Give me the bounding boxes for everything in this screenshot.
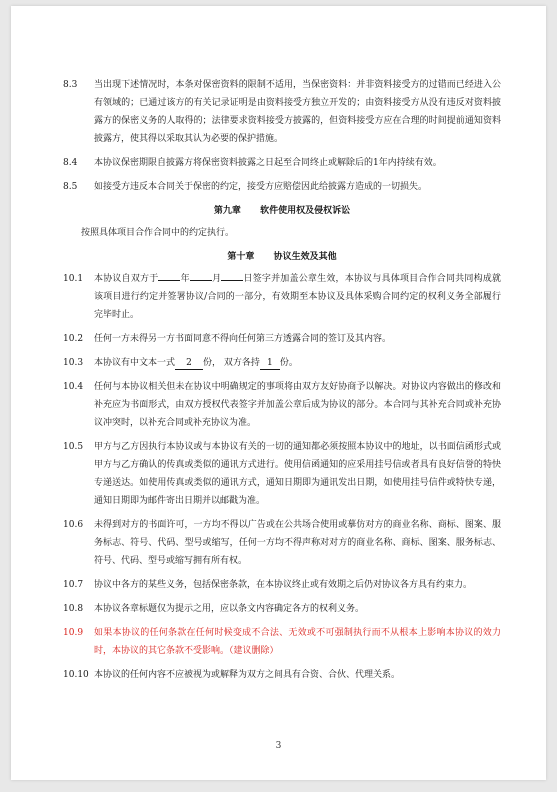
clause-number: 10.8 <box>63 604 84 614</box>
clause-10-2 <box>63 330 501 348</box>
blank-year <box>158 280 180 281</box>
clause-number: 8.5 <box>63 182 78 192</box>
clause-number: 10.6 <box>63 520 84 530</box>
clause-text <box>94 354 501 372</box>
clause-number: 10.3 <box>63 358 84 368</box>
clause-10-8 <box>63 600 501 618</box>
clause-10-3 <box>63 354 501 372</box>
text-segment: 本协议自双方于 <box>94 274 159 284</box>
clause-text <box>94 270 501 324</box>
clause-text: 如接受方违反本合同关于保密的约定，接受方应赔偿因此给披露方造成的一切损失。 <box>94 182 428 192</box>
clause-text: 本协议的任何内容不应被视为或解释为双方之间具有合资、合伙、代理关系。 <box>94 670 401 680</box>
clause-10-4 <box>63 378 501 432</box>
text-segment: 份， 双方各持 <box>203 358 260 368</box>
clause-text: 本协议各章标题仅为提示之用，应以条文内容确定各方的权利义务。 <box>94 604 365 614</box>
clause-text-highlighted: 如果本协议的任何条款在任何时候变成不合法、无效或不可强制执行而不从根本上影响本协议的效力时，本协议的其它条款不受影响。（建议删除） <box>94 628 501 656</box>
page-number: 3 <box>275 741 282 751</box>
clause-number: 10.5 <box>63 442 84 452</box>
chapter-title: 协议生效及其他 <box>273 252 337 262</box>
clause-8-3 <box>63 76 501 148</box>
clause-10-1 <box>63 270 501 324</box>
clause-number: 10.2 <box>63 334 84 344</box>
clause-10-9 <box>63 624 501 660</box>
clause-text: 当出现下述情况时，本条对保密资料的限制不适用，当保密资料：并非资料接受方的过错而已经进入公有领域的；已通过该方的有关记录证明是由资料接受方独立开发的；由资料接受方从没有违反对资料披露方的保密义务的人取得的；法律要求资料接受方披露的，但资料接受方应在合理的时间提前通知资料披露方，使其得以采取其认为必要的保护措施。 <box>94 80 501 144</box>
clause-8-5 <box>63 178 501 196</box>
clause-8-4 <box>63 154 501 172</box>
clause-number: 10.7 <box>63 580 84 590</box>
chapter-title: 软件使用权及侵权诉讼 <box>260 206 351 216</box>
clause-text: 任何与本协议相关但未在协议中明确规定的事项将由双方友好协商予以解决。对协议内容做出的修改和补充应为书面形式，由双方授权代表签字并加盖公章后成为协议的部分。本合同与其补充合同或补充协议冲突时，以补充合同或补充协议为准。 <box>94 382 501 428</box>
clause-10-6 <box>63 516 501 570</box>
clause-text: 未得到对方的书面许可，一方均不得以广告或在公共场合使用或摹仿对方的商业名称、商标、图案、服务标志、符号、代码、型号或缩写，任何一方均不得声称对对方的商业名称、商标、图案、服务标志、符号、代码、型号或缩写拥有所有权。 <box>94 520 501 566</box>
text-segment: 份。 <box>279 358 298 368</box>
chapter-9-text: 按照具体项目合作合同中的约定执行。 <box>81 228 235 238</box>
clause-text: 本协议保密期限自披露方将保密资料披露之日起至合同终止或解除后的1年内持续有效。 <box>94 158 442 168</box>
clause-text: 甲方与乙方因执行本协议或与本协议有关的一切的通知都必须按照本协议中的地址，以书面信函形式或甲方与乙方确认的传真或类似的通讯方式进行。使用信函通知的应采用挂号信或者具有良好信誉的特快专递送达。如使用传真或类似的通讯方式，通知日期即为通讯发出日期，如使用挂号信件或特快专递，通知日期即为邮件寄出日期并以邮戳为准。 <box>94 442 501 506</box>
clause-text: 任何一方未得另一方书面同意不得向任何第三方透露合同的签订及其内容。 <box>94 334 392 344</box>
chapter-10-heading <box>63 248 501 266</box>
clause-number: 10.4 <box>63 382 84 392</box>
chapter-number: 第九章 <box>213 206 241 216</box>
clause-number: 10.9 <box>63 628 84 638</box>
copies-count: 2 <box>175 357 203 370</box>
clause-number: 10.10 <box>63 670 89 680</box>
blank-month <box>190 280 212 281</box>
clause-10-10 <box>63 666 501 684</box>
each-count: 1 <box>260 357 280 370</box>
text-segment: 年 <box>180 274 190 284</box>
clause-number: 10.1 <box>63 274 84 284</box>
clause-number: 8.4 <box>63 158 78 168</box>
text-segment: 本协议有中文本一式 <box>94 358 176 368</box>
clause-number: 8.3 <box>63 80 78 90</box>
blank-day <box>221 280 243 281</box>
chapter-number: 第十章 <box>227 252 255 262</box>
document-page <box>11 6 546 780</box>
clause-10-7 <box>63 576 501 594</box>
chapter-9-heading <box>63 202 501 220</box>
document-body <box>63 76 501 690</box>
text-segment: 日签字并加盖公章生效，本协议与具体项目合作合同共同构成就该项目进行约定并签署协议/合同的一部分，有效期至本协议及具体采购合同约定的权利义务全部履行完毕时止。 <box>94 274 501 320</box>
clause-10-5 <box>63 438 501 510</box>
text-segment: 月 <box>211 274 222 284</box>
clause-text: 协议中各方的某些义务，包括保密条款，在本协议终止或有效期之后仍对协议各方具有约束力。 <box>94 580 473 590</box>
